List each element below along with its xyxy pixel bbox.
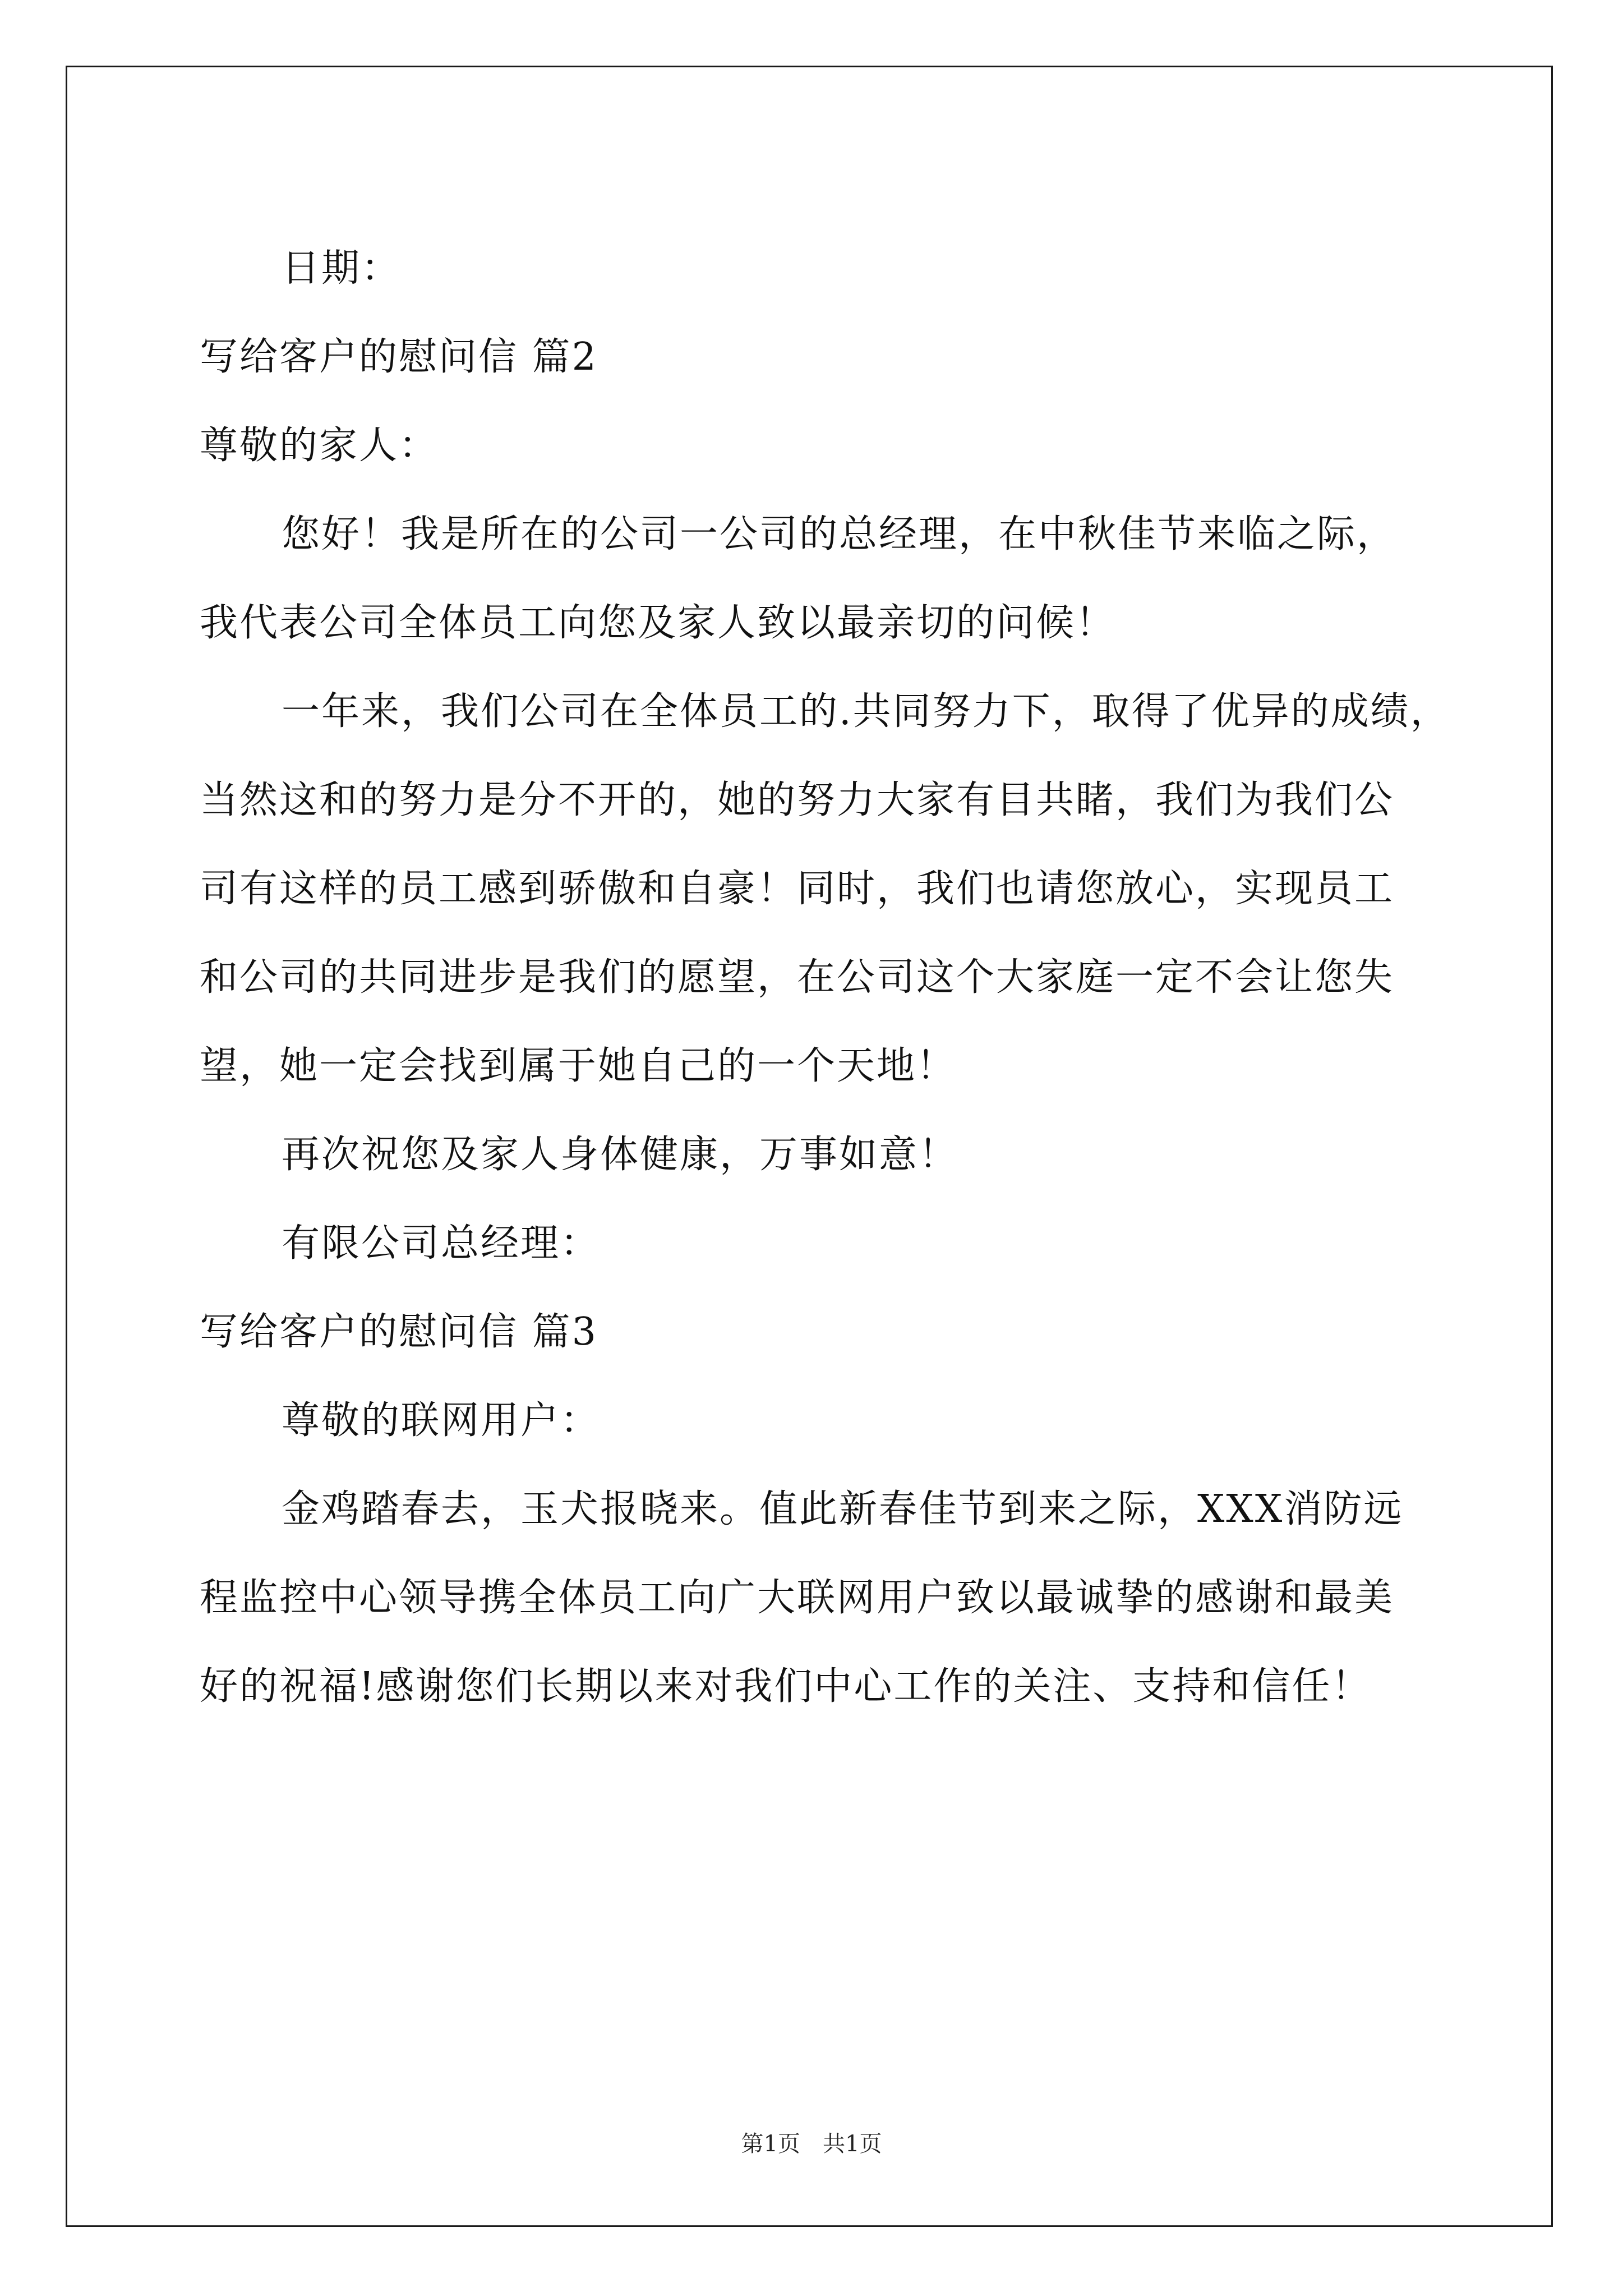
paragraph-line: 当然这和的努力是分不开的，她的努力大家有目共睹，我们为我们公 xyxy=(200,778,1395,822)
page-footer: 第1页 共1页 xyxy=(741,2131,882,2157)
paragraph-line: 和公司的共同进步是我们的愿望，在公司这个大家庭一定不会让您失 xyxy=(200,955,1395,1000)
salutation: 尊敬的联网用户： xyxy=(282,1398,601,1443)
paragraph-line: 您好！我是所在的公司一公司的总经理，在中秋佳节来临之际， xyxy=(282,512,1397,556)
paragraph-line: 好的祝福!感谢您们长期以来对我们中心工作的关注、支持和信任！ xyxy=(200,1664,1372,1709)
section-heading: 写给客户的慰问信 篇2 xyxy=(200,335,598,379)
signature-line: 有限公司总经理： xyxy=(282,1221,601,1266)
paragraph-line: 司有这样的员工感到骄傲和自豪！同时，我们也请您放心，实现员工 xyxy=(200,867,1395,911)
paragraph-line: 望，她一定会找到属于她自己的一个天地！ xyxy=(200,1044,957,1088)
date-line: 日期： xyxy=(282,246,402,291)
paragraph-line: 再次祝您及家人身体健康，万事如意！ xyxy=(282,1133,959,1177)
section-heading: 写给客户的慰问信 篇3 xyxy=(200,1310,598,1354)
paragraph-line: 程监控中心领导携全体员工向广大联网用户致以最诚挚的感谢和最美 xyxy=(200,1576,1395,1620)
paragraph-line: 一年来，我们公司在全体员工的.共同努力下，取得了优异的成绩， xyxy=(282,689,1450,734)
salutation: 尊敬的家人： xyxy=(200,424,439,468)
paragraph-line: 金鸡踏春去，玉犬报晓来。值此新春佳节到来之际，XXX消防远 xyxy=(282,1487,1404,1531)
paragraph-line: 我代表公司全体员工向您及家人致以最亲切的问候！ xyxy=(200,601,1116,645)
document-body xyxy=(200,224,1450,1731)
